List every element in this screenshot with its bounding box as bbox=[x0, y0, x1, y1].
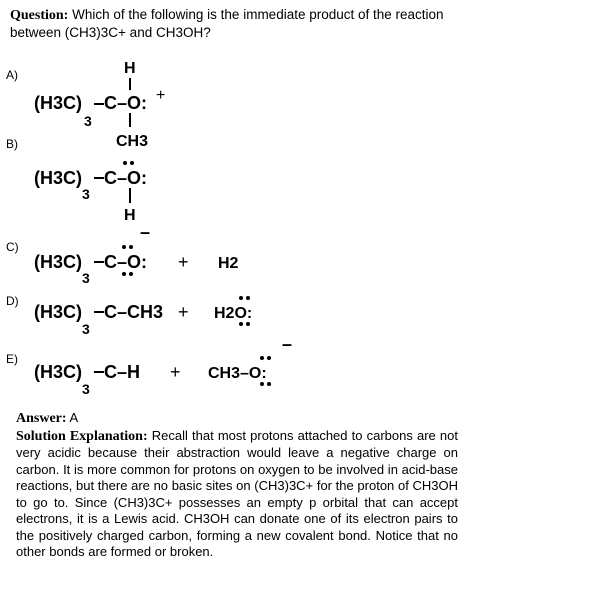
a-top-h: H bbox=[124, 60, 136, 77]
d-left-group: (H3C) bbox=[34, 302, 82, 322]
answer-value: A bbox=[69, 410, 79, 425]
answer-label: Answer: bbox=[16, 411, 67, 426]
explanation-label: Solution Explanation: bbox=[16, 428, 148, 444]
b-right: C–O: bbox=[104, 168, 148, 188]
option-e-letter: E) bbox=[6, 352, 18, 366]
d-plus: + bbox=[178, 302, 189, 322]
d-right: C–CH3 bbox=[104, 302, 164, 322]
option-d-letter: D) bbox=[6, 294, 19, 308]
c-charge: – bbox=[140, 222, 151, 242]
solution-explanation bbox=[16, 428, 458, 561]
c-repeat: 3 bbox=[82, 270, 90, 286]
b-repeat: 3 bbox=[82, 186, 90, 202]
answer-section bbox=[16, 410, 458, 561]
e-right: C–H bbox=[104, 362, 141, 382]
b-left-group: (H3C) bbox=[34, 168, 82, 188]
option-b-letter: B) bbox=[6, 137, 18, 151]
d-repeat: 3 bbox=[82, 321, 90, 337]
e-charge: – bbox=[282, 334, 293, 354]
e-plus: + bbox=[170, 362, 181, 382]
option-d-structure bbox=[34, 296, 252, 337]
c-right: C–O: bbox=[104, 252, 148, 272]
e-repeat: 3 bbox=[82, 381, 90, 397]
option-c-structure bbox=[34, 222, 239, 286]
a-right: C–O: bbox=[104, 93, 148, 113]
a-bottom-ch3: CH3 bbox=[116, 133, 149, 150]
c-left-group: (H3C) bbox=[34, 252, 82, 272]
question-label: Question: bbox=[10, 8, 69, 23]
option-b-structure bbox=[34, 161, 147, 224]
option-c-letter: C) bbox=[6, 240, 19, 254]
explanation-text: Recall that most protons attached to carbons are not very acidic because their abstraction would leave a negative charge on carbon. It is more common for protons on oxygen to be involved in acid-base reactions, but there are no basic sites on (CH3)3C+ for the proton of CH3OH to go to. Since (CH3)3C+ possesses an empty p orbital that can accept electrons, it is a Lewis acid. CH3OH can donate one of its electron pairs to the positively charged carbon, forming a new covalent bond. Notice that no other bonds are formed or broken. bbox=[16, 427, 458, 559]
a-left-group: (H3C) bbox=[34, 93, 82, 113]
c-plus: + bbox=[178, 252, 189, 272]
b-bottom-h: H bbox=[124, 207, 136, 224]
option-a-letter: A) bbox=[6, 68, 18, 82]
a-charge: + bbox=[156, 87, 166, 104]
a-repeat: 3 bbox=[84, 113, 92, 129]
e-left-group: (H3C) bbox=[34, 362, 82, 382]
question-text: Which of the following is the immediate product of the reaction between (CH3)3C+ and CH3OH? bbox=[10, 7, 444, 40]
e-product: CH3–O: bbox=[208, 365, 267, 382]
c-product: H2 bbox=[218, 255, 239, 272]
answer-line bbox=[16, 410, 458, 428]
option-a-structure bbox=[34, 60, 165, 150]
option-e-structure bbox=[34, 334, 292, 397]
d-product: H2O: bbox=[214, 305, 253, 322]
